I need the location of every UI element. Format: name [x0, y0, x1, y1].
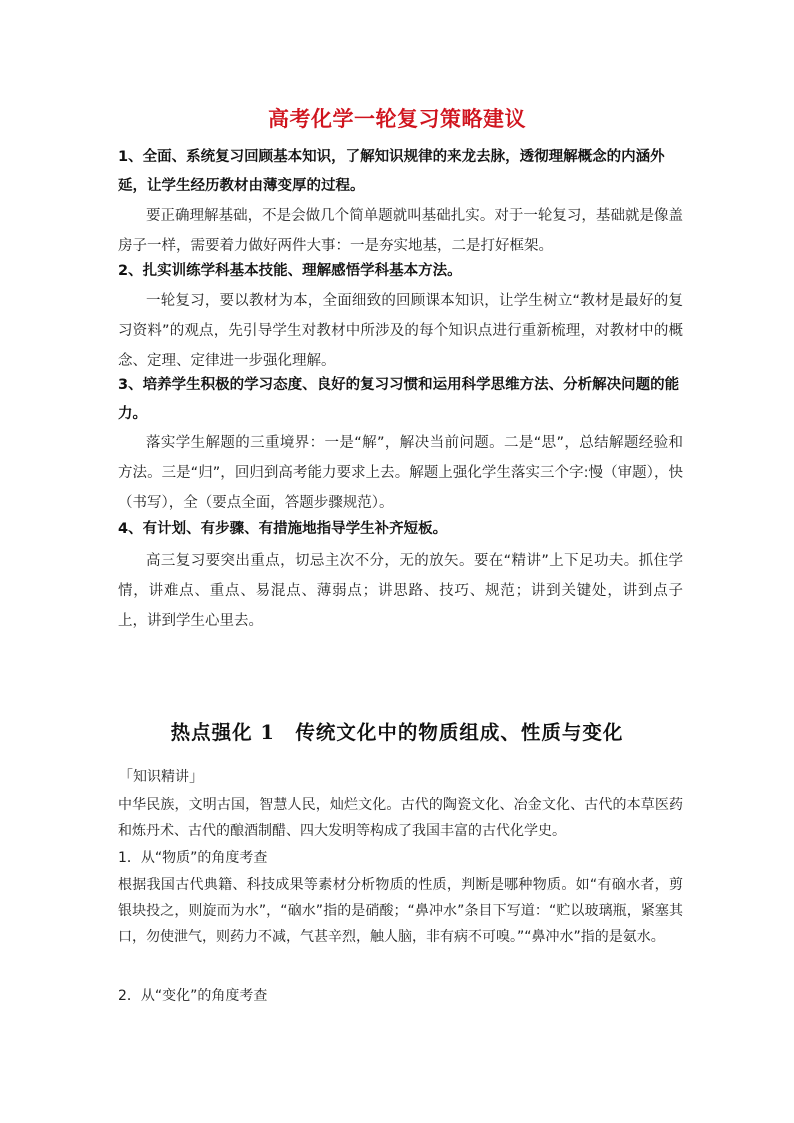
knowledge-badge [118, 765, 204, 786]
section-3-heading: 3、培养学生积极的学习态度、良好的复习习惯和运用科学思维方法、分析解决问题的能力。 [118, 377, 680, 422]
badge-open-bracket: 「 [118, 767, 134, 785]
item-1-body: 根据我国古代典籍、科技成果等素材分析物质的性质，判断是哪种物质。如“有硇水者，剪银块投之，则旋而为水”，“硇水”指的是硝酸；“鼻冲水”条目下写道：“贮以玻璃瓶，紧塞其口，勿使泄气，则药力不减，气甚辛烈，触人脑，非有病不可嗅。”“鼻冲水”指的是氨水。 [118, 877, 683, 945]
section-4-body: 高三复习要突出重点，切忌主次不分，无的放矢。要在“精讲”上下足功夫。抓住学情，讲难点、重点、易混点、薄弱点；讲思路、技巧、规范；讲到关键处，讲到点子上，讲到学生心里去。 [118, 553, 683, 629]
section-1-body: 要正确理解基础，不是会做几个简单题就叫基础扎实。对于一轮复习，基础就是像盖房子一样，需要着力做好两件大事：一是夯实地基，二是打好框架。 [118, 208, 683, 254]
item-2-heading: 2．从“变化”的角度考查 [118, 988, 268, 1004]
section-3-body: 落实学生解题的三重境界：一是“解”，解决当前问题。二是“思”，总结解题经验和方法。三是“归”，回归到高考能力要求上去。解题上强化学生落实三个字:慢（审题），快（书写），全（要点全面，答题步骤规范）。 [118, 435, 683, 511]
item-1-heading: 1．从“物质”的角度考查 [118, 850, 268, 866]
document-title: 高考化学一轮复习策略建议 [268, 107, 526, 131]
hotspot-title: 热点强化 1 传统文化中的物质组成、性质与变化 [170, 721, 624, 744]
section-1-heading: 1、全面、系统复习回顾基本知识，了解知识规律的来龙去脉，透彻理解概念的内涵外延，让学生经历教材由薄变厚的过程。 [118, 149, 665, 194]
section-4-heading: 4、有计划、有步骤、有措施地指导学生补齐短板。 [118, 521, 448, 537]
badge-label: 知识精讲 [133, 769, 190, 785]
section-2-body: 一轮复习，要以教材为本，全面细致的回顾课本知识，让学生树立“教材是最好的复习资料”的观点，先引导学生对教材中所涉及的每个知识点进行重新梳理，对教材中的概念、定理、定律进一步强化理解。 [118, 293, 683, 369]
badge-close-bracket: 」 [189, 767, 205, 785]
hotspot-intro: 中华民族，文明古国，智慧人民，灿烂文化。古代的陶瓷文化、冶金文化、古代的本草医药和炼丹术、古代的酿酒制醋、四大发明等构成了我国丰富的古代化学史。 [118, 797, 683, 839]
section-2-heading: 2、扎实训练学科基本技能、理解感悟学科基本方法。 [118, 263, 462, 279]
